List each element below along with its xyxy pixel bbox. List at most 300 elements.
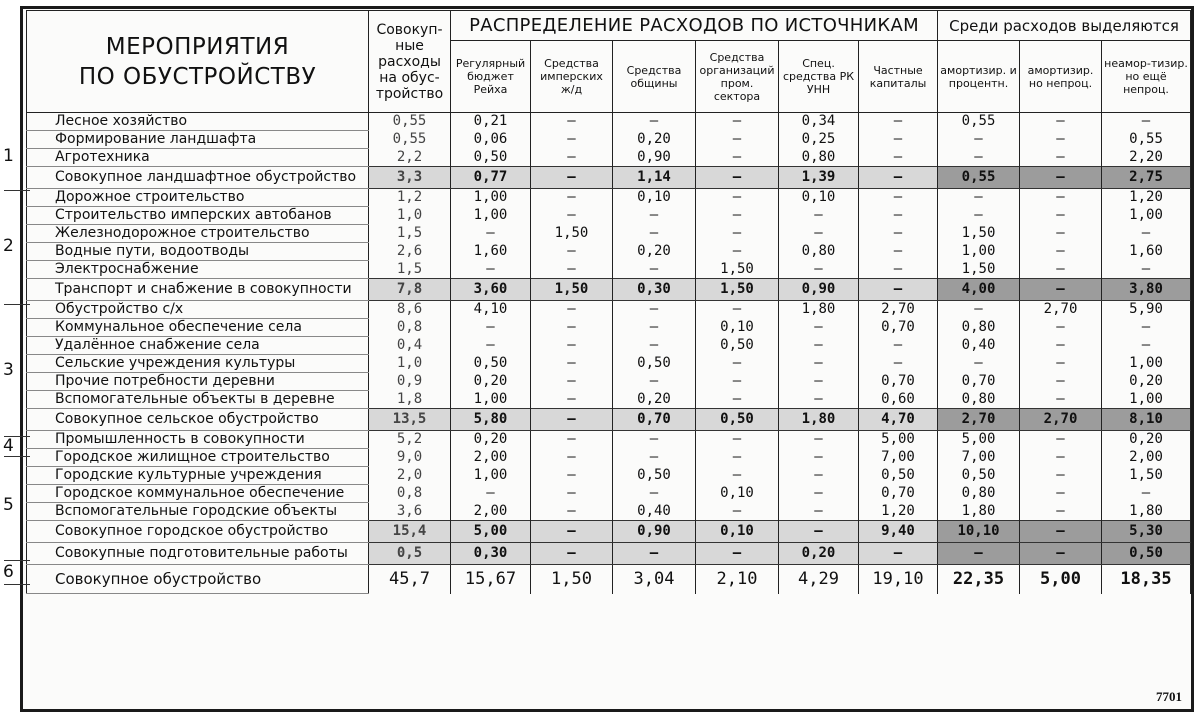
cell-value: — [531, 261, 613, 279]
cell-value: — [779, 521, 859, 543]
subtotal-row [27, 167, 1191, 189]
cell-value: 1,50 [531, 565, 613, 594]
cell-value: 0,20 [779, 543, 859, 565]
cell-value: — [531, 449, 613, 467]
row-name: Формирование ландшафта [27, 131, 369, 149]
row-name: Городские культурные учреждения [27, 467, 369, 485]
table-row [27, 243, 1191, 261]
cell-value: — [531, 409, 613, 431]
table-row [27, 149, 1191, 167]
cell-value: 0,20 [613, 131, 696, 149]
source-col-header: Средства общины [613, 41, 696, 113]
subtotal-row [27, 409, 1191, 431]
cell-value: — [1020, 543, 1102, 565]
group-number: 3 [3, 360, 14, 380]
row-total: 1,2 [369, 189, 451, 207]
cell-value: — [779, 337, 859, 355]
group-divider [4, 584, 30, 585]
cell-value: — [779, 319, 859, 337]
cell-value: 0,90 [613, 521, 696, 543]
cell-value: 5,00 [859, 431, 938, 449]
cell-value: — [859, 543, 938, 565]
cell-value: 1,39 [779, 167, 859, 189]
row-total: 1,0 [369, 207, 451, 225]
row-name: Водные пути, водоотводы [27, 243, 369, 261]
cell-value: 4,29 [779, 565, 859, 594]
cell-value: — [859, 243, 938, 261]
cell-value: 0,20 [1102, 431, 1191, 449]
cell-value: — [696, 207, 779, 225]
row-total: 9,0 [369, 449, 451, 467]
cell-value: — [779, 449, 859, 467]
cell-value: 0,80 [938, 485, 1020, 503]
cell-value: 1,00 [451, 189, 531, 207]
page-title: МЕРОПРИЯТИЯ ПО ОБУСТРОЙСТВУ [27, 11, 369, 113]
cell-value: 5,80 [451, 409, 531, 431]
cell-value: — [531, 543, 613, 565]
cell-value: 1,50 [531, 225, 613, 243]
cell-value: — [859, 149, 938, 167]
cell-value: — [938, 189, 1020, 207]
table-row [27, 261, 1191, 279]
cell-value: — [1020, 485, 1102, 503]
cell-value: — [779, 373, 859, 391]
cell-value: 1,00 [451, 467, 531, 485]
row-total: 7,8 [369, 279, 451, 301]
cell-value: — [531, 207, 613, 225]
cell-value: 0,90 [779, 279, 859, 301]
group-divider [4, 560, 30, 561]
row-name: Транспорт и снабжение в совокупности [27, 279, 369, 301]
cell-value: — [531, 485, 613, 503]
cell-value: — [696, 543, 779, 565]
sources-group-header: РАСПРЕДЕЛЕНИЕ РАСХОДОВ ПО ИСТОЧНИКАМ [451, 11, 938, 41]
cell-value: 1,50 [696, 279, 779, 301]
row-name: Строительство имперских автобанов [27, 207, 369, 225]
cell-value: 0,70 [859, 319, 938, 337]
cell-value: 0,10 [613, 189, 696, 207]
cell-value: — [859, 261, 938, 279]
row-total: 3,6 [369, 503, 451, 521]
cell-value: — [779, 207, 859, 225]
cell-value: — [696, 167, 779, 189]
cell-value: — [938, 131, 1020, 149]
cell-value: 1,00 [451, 391, 531, 409]
cell-value: 0,80 [779, 149, 859, 167]
table-row [27, 337, 1191, 355]
cell-value: 0,10 [779, 189, 859, 207]
cell-value: 1,00 [938, 243, 1020, 261]
cell-value: 0,50 [613, 467, 696, 485]
cell-value: — [696, 503, 779, 521]
cell-value: 0,40 [613, 503, 696, 521]
row-name: Совокупные подготовительные работы [27, 543, 369, 565]
cell-value: 9,40 [859, 521, 938, 543]
cell-value: 2,70 [859, 301, 938, 319]
cell-value: 0,77 [451, 167, 531, 189]
subtotal-row [27, 521, 1191, 543]
cell-value: — [1020, 449, 1102, 467]
cell-value: — [696, 391, 779, 409]
cell-value: 2,00 [451, 503, 531, 521]
row-total: 5,2 [369, 431, 451, 449]
cell-value: — [1020, 503, 1102, 521]
table-row [27, 131, 1191, 149]
cell-value: 0,50 [1102, 543, 1191, 565]
cell-value: — [1020, 373, 1102, 391]
cell-value: 3,80 [1102, 279, 1191, 301]
row-name: Совокупное городское обустройство [27, 521, 369, 543]
cell-value: 0,55 [938, 167, 1020, 189]
table-row [27, 373, 1191, 391]
cell-value: — [613, 113, 696, 131]
cell-value: — [859, 279, 938, 301]
row-name: Электроснабжение [27, 261, 369, 279]
cell-value: — [613, 373, 696, 391]
row-total: 8,6 [369, 301, 451, 319]
cell-value: 5,00 [1020, 565, 1102, 594]
cell-value: 0,21 [451, 113, 531, 131]
cell-value: — [1020, 391, 1102, 409]
cell-value: — [531, 355, 613, 373]
cell-value: 10,10 [938, 521, 1020, 543]
cell-value: — [696, 355, 779, 373]
cell-value: 3,60 [451, 279, 531, 301]
cell-value: — [1020, 189, 1102, 207]
cell-value: — [779, 391, 859, 409]
row-name: Городское коммунальное обеспечение [27, 485, 369, 503]
table-row [27, 449, 1191, 467]
cell-value: 2,75 [1102, 167, 1191, 189]
cell-value: — [613, 207, 696, 225]
row-name: Обустройство с/х [27, 301, 369, 319]
cell-value: — [779, 485, 859, 503]
row-total: 0,9 [369, 373, 451, 391]
cell-value: — [1102, 337, 1191, 355]
cell-value: 1,00 [1102, 355, 1191, 373]
cell-value: 1,60 [451, 243, 531, 261]
cell-value: 0,70 [859, 373, 938, 391]
cell-value: 0,50 [696, 409, 779, 431]
cell-value: — [531, 373, 613, 391]
row-total: 1,0 [369, 355, 451, 373]
cell-value: — [613, 301, 696, 319]
table-row [27, 431, 1191, 449]
row-name: Лесное хозяйство [27, 113, 369, 131]
cell-value: 5,00 [451, 521, 531, 543]
cell-value: 0,80 [779, 243, 859, 261]
cell-value: 0,50 [938, 467, 1020, 485]
cell-value: 0,20 [1102, 373, 1191, 391]
cell-value: 1,20 [859, 503, 938, 521]
row-name: Сельские учреждения культуры [27, 355, 369, 373]
source-col-header: Регулярный бюджет Рейха [451, 41, 531, 113]
expense-table [26, 10, 1191, 594]
cell-value: — [1102, 225, 1191, 243]
cell-value: 1,00 [1102, 207, 1191, 225]
cell-value: — [1020, 167, 1102, 189]
highlight-col-header: амортизир. и процентн. [938, 41, 1020, 113]
cell-value: 1,80 [938, 503, 1020, 521]
cell-value: 1,20 [1102, 189, 1191, 207]
row-name: Городское жилищное строительство [27, 449, 369, 467]
cell-value: — [859, 225, 938, 243]
cell-value: — [531, 131, 613, 149]
row-total: 0,5 [369, 543, 451, 565]
cell-value: — [779, 431, 859, 449]
cell-value: 4,00 [938, 279, 1020, 301]
cell-value: — [531, 503, 613, 521]
cell-value: 0,80 [938, 319, 1020, 337]
cell-value: — [451, 225, 531, 243]
row-total: 15,4 [369, 521, 451, 543]
cell-value: — [696, 149, 779, 167]
row-total: 0,8 [369, 319, 451, 337]
cell-value: — [1020, 337, 1102, 355]
cell-value: — [696, 301, 779, 319]
cell-value: 18,35 [1102, 565, 1191, 594]
group-number: 6 [3, 562, 14, 582]
cell-value: — [531, 337, 613, 355]
cell-value: — [859, 355, 938, 373]
cell-value: — [1020, 149, 1102, 167]
cell-value: — [613, 337, 696, 355]
cell-value: 5,00 [938, 431, 1020, 449]
source-col-header: Спец. средства РК УНН [779, 41, 859, 113]
cell-value: 0,10 [696, 319, 779, 337]
row-total: 1,5 [369, 261, 451, 279]
cell-value: — [1020, 207, 1102, 225]
cell-value: — [1020, 279, 1102, 301]
cell-value: 0,25 [779, 131, 859, 149]
table-row [27, 319, 1191, 337]
cell-value: 1,50 [531, 279, 613, 301]
cell-value: 19,10 [859, 565, 938, 594]
cell-value: 0,55 [938, 113, 1020, 131]
row-name: Железнодорожное строительство [27, 225, 369, 243]
cell-value: 7,00 [859, 449, 938, 467]
table-row [27, 503, 1191, 521]
subtotal-row [27, 279, 1191, 301]
cell-value: — [938, 355, 1020, 373]
cell-value: — [696, 225, 779, 243]
cell-value: 15,67 [451, 565, 531, 594]
cell-value: — [451, 319, 531, 337]
highlight-col-header: неамор-тизир. но ещё непроц. [1102, 41, 1191, 113]
cell-value: 1,80 [779, 301, 859, 319]
cell-value: — [696, 189, 779, 207]
row-total: 1,5 [369, 225, 451, 243]
row-total: 0,8 [369, 485, 451, 503]
cell-value: 0,80 [938, 391, 1020, 409]
cell-value: — [1020, 225, 1102, 243]
cell-value: — [859, 131, 938, 149]
table-row [27, 207, 1191, 225]
cell-value: 0,20 [451, 373, 531, 391]
cell-value: 0,20 [613, 391, 696, 409]
cell-value: 2,00 [1102, 449, 1191, 467]
group-divider [4, 456, 30, 457]
cell-value: — [531, 391, 613, 409]
cell-value: — [696, 131, 779, 149]
cell-value: 3,04 [613, 565, 696, 594]
cell-value: 0,20 [613, 243, 696, 261]
cell-value: 0,30 [613, 279, 696, 301]
row-name: Агротехника [27, 149, 369, 167]
table-row [27, 485, 1191, 503]
row-name: Дорожное строительство [27, 189, 369, 207]
cell-value: 0,90 [613, 149, 696, 167]
cell-value: 2,10 [696, 565, 779, 594]
group-number: 4 [3, 436, 14, 456]
cell-value: — [696, 431, 779, 449]
row-total: 2,2 [369, 149, 451, 167]
cell-value: 2,70 [938, 409, 1020, 431]
cell-value: 2,00 [451, 449, 531, 467]
cell-value: — [1020, 319, 1102, 337]
cell-value: — [779, 503, 859, 521]
cell-value: — [531, 113, 613, 131]
cell-value: — [938, 149, 1020, 167]
cell-value: 22,35 [938, 565, 1020, 594]
cell-value: — [1020, 261, 1102, 279]
cell-value: — [451, 261, 531, 279]
cell-value: — [696, 373, 779, 391]
cell-value: — [531, 189, 613, 207]
cell-value: — [859, 189, 938, 207]
cell-value: 1,50 [938, 261, 1020, 279]
cell-value: 1,00 [451, 207, 531, 225]
row-name: Коммунальное обеспечение села [27, 319, 369, 337]
cell-value: 1,60 [1102, 243, 1191, 261]
cell-value: — [1020, 467, 1102, 485]
row-total: 2,6 [369, 243, 451, 261]
table-row [27, 391, 1191, 409]
cell-value: — [859, 207, 938, 225]
row-total: 13,5 [369, 409, 451, 431]
cell-value: — [613, 543, 696, 565]
row-name: Совокупное ландшафтное обустройство [27, 167, 369, 189]
cell-value: — [531, 149, 613, 167]
cell-value: — [1020, 355, 1102, 373]
cell-value: 4,70 [859, 409, 938, 431]
table-row [27, 113, 1191, 131]
table-row [27, 301, 1191, 319]
cell-value: — [779, 355, 859, 373]
cell-value: 1,00 [1102, 391, 1191, 409]
cell-value: — [531, 467, 613, 485]
source-col-header: Средства имперских ж/д [531, 41, 613, 113]
cell-value: — [1020, 243, 1102, 261]
cell-value: — [859, 167, 938, 189]
cell-value: 1,14 [613, 167, 696, 189]
cell-value: 0,06 [451, 131, 531, 149]
cell-value: — [613, 261, 696, 279]
row-total: 0,55 [369, 131, 451, 149]
row-total: 2,0 [369, 467, 451, 485]
cell-value: 0,30 [451, 543, 531, 565]
cell-value: 0,70 [613, 409, 696, 431]
row-name: Удалённое снабжение села [27, 337, 369, 355]
cell-value: — [1020, 113, 1102, 131]
cell-value: 0,60 [859, 391, 938, 409]
cell-value: — [696, 113, 779, 131]
cell-value: 0,70 [859, 485, 938, 503]
cell-value: — [613, 431, 696, 449]
cell-value: — [531, 243, 613, 261]
cell-value: — [1020, 431, 1102, 449]
document-code: 7701 [1156, 689, 1182, 704]
cell-value: 0,34 [779, 113, 859, 131]
cell-value: 5,90 [1102, 301, 1191, 319]
row-total: 45,7 [369, 565, 451, 594]
cell-value: 0,50 [451, 355, 531, 373]
grand-total-row [27, 565, 1191, 594]
cell-value: — [451, 485, 531, 503]
row-total: 0,4 [369, 337, 451, 355]
cell-value: 0,10 [696, 521, 779, 543]
cell-value: — [696, 467, 779, 485]
group-number: 2 [3, 236, 14, 256]
source-col-header: Средства организаций пром. сектора [696, 41, 779, 113]
cell-value: — [696, 243, 779, 261]
total-column-header: Совокуп-ные расходы на обус-тройство [369, 11, 451, 113]
cell-value: 0,50 [613, 355, 696, 373]
cell-value: 5,30 [1102, 521, 1191, 543]
row-name: Прочие потребности деревни [27, 373, 369, 391]
cell-value: 1,80 [779, 409, 859, 431]
group-number: 5 [3, 495, 14, 515]
row-total: 3,3 [369, 167, 451, 189]
cell-value: — [531, 431, 613, 449]
cell-value: — [613, 225, 696, 243]
cell-value: 2,20 [1102, 149, 1191, 167]
cell-value: 0,50 [451, 149, 531, 167]
row-name: Совокупное обустройство [27, 565, 369, 594]
cell-value: — [779, 261, 859, 279]
cell-value: — [1020, 131, 1102, 149]
table-row [27, 467, 1191, 485]
table-row [27, 225, 1191, 243]
table-row [27, 189, 1191, 207]
cell-value: 8,10 [1102, 409, 1191, 431]
cell-value: — [531, 521, 613, 543]
cell-value: — [779, 225, 859, 243]
row-total: 0,55 [369, 113, 451, 131]
group-number: 1 [3, 146, 14, 166]
highlight-col-header: амортизир. но непроц. [1020, 41, 1102, 113]
cell-value: — [613, 449, 696, 467]
cell-value: — [1102, 319, 1191, 337]
group-divider [4, 304, 30, 305]
row-name: Вспомогательные городские объекты [27, 503, 369, 521]
row-total: 1,8 [369, 391, 451, 409]
cell-value: — [613, 485, 696, 503]
source-col-header: Частные капиталы [859, 41, 938, 113]
cell-value: — [531, 167, 613, 189]
cell-value: 1,50 [696, 261, 779, 279]
cell-value: 1,50 [1102, 467, 1191, 485]
cell-value: — [451, 337, 531, 355]
table-row [27, 355, 1191, 373]
cell-value: 1,50 [938, 225, 1020, 243]
cell-value: — [1102, 113, 1191, 131]
cell-value: 2,70 [1020, 409, 1102, 431]
cell-value: — [859, 337, 938, 355]
cell-value: — [613, 319, 696, 337]
row-name: Промышленность в совокупности [27, 431, 369, 449]
cell-value: 0,55 [1102, 131, 1191, 149]
